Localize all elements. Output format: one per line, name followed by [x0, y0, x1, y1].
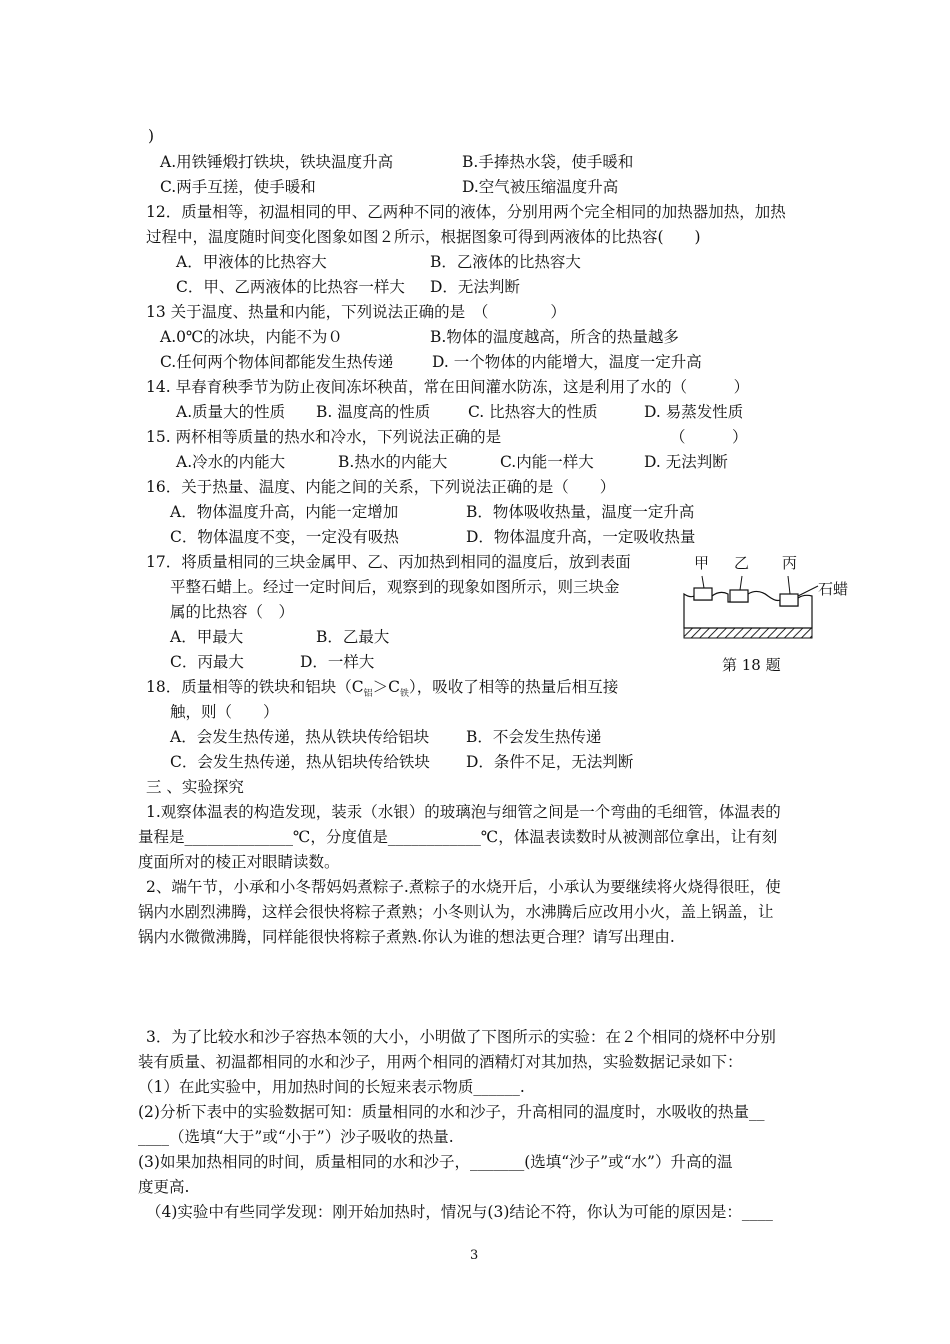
option: D. 一个物体的内能增大，温度一定升高: [432, 353, 702, 371]
option: D．无法判断: [430, 278, 520, 296]
option: A．会发生热传递，热从铁块传给铝块: [170, 728, 430, 746]
option: C.任何两个物体间都能发生热传递: [160, 353, 394, 371]
figure-caption: 第 18 题: [722, 656, 781, 674]
option: B．物体吸收热量，温度一定升高: [466, 503, 695, 521]
section-heading: 三 、实验探究: [146, 778, 244, 796]
text-line: 度更高.: [138, 1178, 190, 1196]
text-line: 锅内水微微沸腾，同样能很快将粽子煮熟.你认为谁的想法更合理？请写出理由.: [138, 928, 675, 946]
option: C．物体温度不变，一定没有吸热: [170, 528, 399, 546]
option: C. 比热容大的性质: [468, 403, 598, 421]
option: B.手捧热水袋，使手暖和: [462, 153, 634, 171]
option: C.内能一样大: [500, 453, 594, 471]
option: B.热水的内能大: [338, 453, 448, 471]
text-line: 触，则（ ）: [170, 703, 279, 721]
option: B. 温度高的性质: [316, 403, 431, 421]
option: A.用铁锤煅打铁块，铁块温度升高: [160, 153, 394, 171]
question-18: 18．质量相等的铁块和铝块$(C_铝>C_铁)$，吸收了相等的热量后相互接: [146, 678, 619, 700]
page-number: 3: [470, 1248, 479, 1263]
figure-label: 乙: [734, 554, 750, 572]
text-line: 量程是______________℃，分度值是____________℃，体温表读数时从被测部位拿出，让有刻: [138, 828, 778, 846]
option: B．不会发生热传递: [466, 728, 602, 746]
option: B.物体的温度越高，所含的热量越多: [430, 328, 679, 346]
wax-figure: [678, 550, 868, 680]
option: A.质量大的性质: [176, 403, 286, 421]
question-14: 14. 早春育秧季节为防止夜间冻坏秧苗，常在田间灌水防冻，这是利用了水的（ ）: [146, 378, 750, 396]
option: D．物体温度升高，一定吸收热量: [466, 528, 696, 546]
option: D. 易蒸发性质: [644, 403, 744, 421]
option: A.冷水的内能大: [176, 453, 286, 471]
question-17: 17．将质量相同的三块金属甲、乙、丙加热到相同的温度后，放到表面: [146, 553, 631, 571]
text-line: 属的比热容（ ）: [170, 603, 295, 621]
block-yi: [730, 590, 748, 602]
question-13: 13 关于温度、热量和内能，下列说法正确的是 （ ）: [146, 303, 566, 321]
option: B．乙液体的比热容大: [430, 253, 581, 271]
option: A．甲最大: [170, 628, 244, 646]
experiment-1: 1.观察体温表的构造发现，装汞（水银）的玻璃泡与细管之间是一个弯曲的毛细管，体温表的: [146, 803, 781, 821]
question-15: 15. 两杯相等质量的热水和冷水，下列说法正确的是: [146, 428, 502, 446]
option: A．物体温度升高，内能一定增加: [170, 503, 399, 521]
text-line: ____（选填“大于”或“小于”）沙子吸收的热量.: [138, 1128, 454, 1146]
option: D．一样大: [300, 653, 375, 671]
option: C．会发生热传递，热从铝块传给铁块: [170, 753, 430, 771]
option: A．甲液体的比热容大: [176, 253, 327, 271]
wax-diagram: [680, 572, 820, 642]
option: A.0℃的冰块，内能不为０: [160, 328, 343, 346]
option: B．乙最大: [316, 628, 390, 646]
text-line: 过程中，温度随时间变化图象如图２所示，根据图象可得到两液体的比热容( ): [146, 228, 701, 246]
blank: ____________: [387, 828, 481, 846]
text-line: 装有质量、初温都相同的水和沙子，用两个相同的酒精灯对其加热，实验数据记录如下：: [138, 1053, 743, 1071]
figure-label: 石蜡: [818, 580, 849, 598]
text-line: ): [148, 127, 155, 145]
question-16: 16．关于热量、温度、内能之间的关系，下列说法正确的是（ ）: [146, 478, 616, 496]
text-line: (3)如果加热相同的时间，质量相同的水和沙子，_______(选填“沙子”或“水”）升高的温: [138, 1153, 733, 1171]
figure-label: 丙: [782, 554, 798, 572]
text-line: （4)实验中有些同学发现：刚开始加热时，情况与(3)结论不符，你认为可能的原因是：____: [146, 1203, 773, 1221]
text-line: （1）在此实验中，用加热时间的长短来表示物质______.: [138, 1078, 525, 1096]
text-line: 平整石蜡上。经过一定时间后，观察到的现象如图所示，则三块金: [170, 578, 620, 596]
block-bing: [780, 594, 798, 606]
text-line: 锅内水剧烈沸腾，这样会很快将粽子煮熟；小冬则认为，水沸腾后应改用小火，盖上锅盖，让: [138, 903, 774, 921]
answer-bracket: （ ）: [670, 428, 748, 446]
option: D．条件不足，无法判断: [466, 753, 634, 771]
experiment-2: 2、端午节，小承和小冬帮妈妈煮粽子.煮粽子的水烧开后，小承认为要继续将火烧得很旺，使: [146, 878, 781, 896]
option: D.空气被压缩温度升高: [462, 178, 619, 196]
blank: ______________: [184, 828, 294, 846]
text-line: (2)分析下表中的实验数据可知：质量相同的水和沙子，升高相同的温度时，水吸收的热量__: [138, 1103, 765, 1121]
experiment-3: 3．为了比较水和沙子容热本领的大小，小明做了下图所示的实验：在２个相同的烧杯中分别: [146, 1028, 776, 1046]
question-12: 12．质量相等，初温相同的甲、乙两种不同的液体，分别用两个完全相同的加热器加热，加热: [146, 203, 786, 221]
figure-label: 甲: [694, 554, 710, 572]
option: C.两手互搓，使手暖和: [160, 178, 316, 196]
text-line: 度面所对的棱正对眼睛读数。: [138, 853, 340, 871]
block-jia: [694, 588, 712, 600]
option: D. 无法判断: [644, 453, 728, 471]
option: C．丙最大: [170, 653, 244, 671]
option: C．甲、乙两液体的比热容一样大: [176, 278, 405, 296]
